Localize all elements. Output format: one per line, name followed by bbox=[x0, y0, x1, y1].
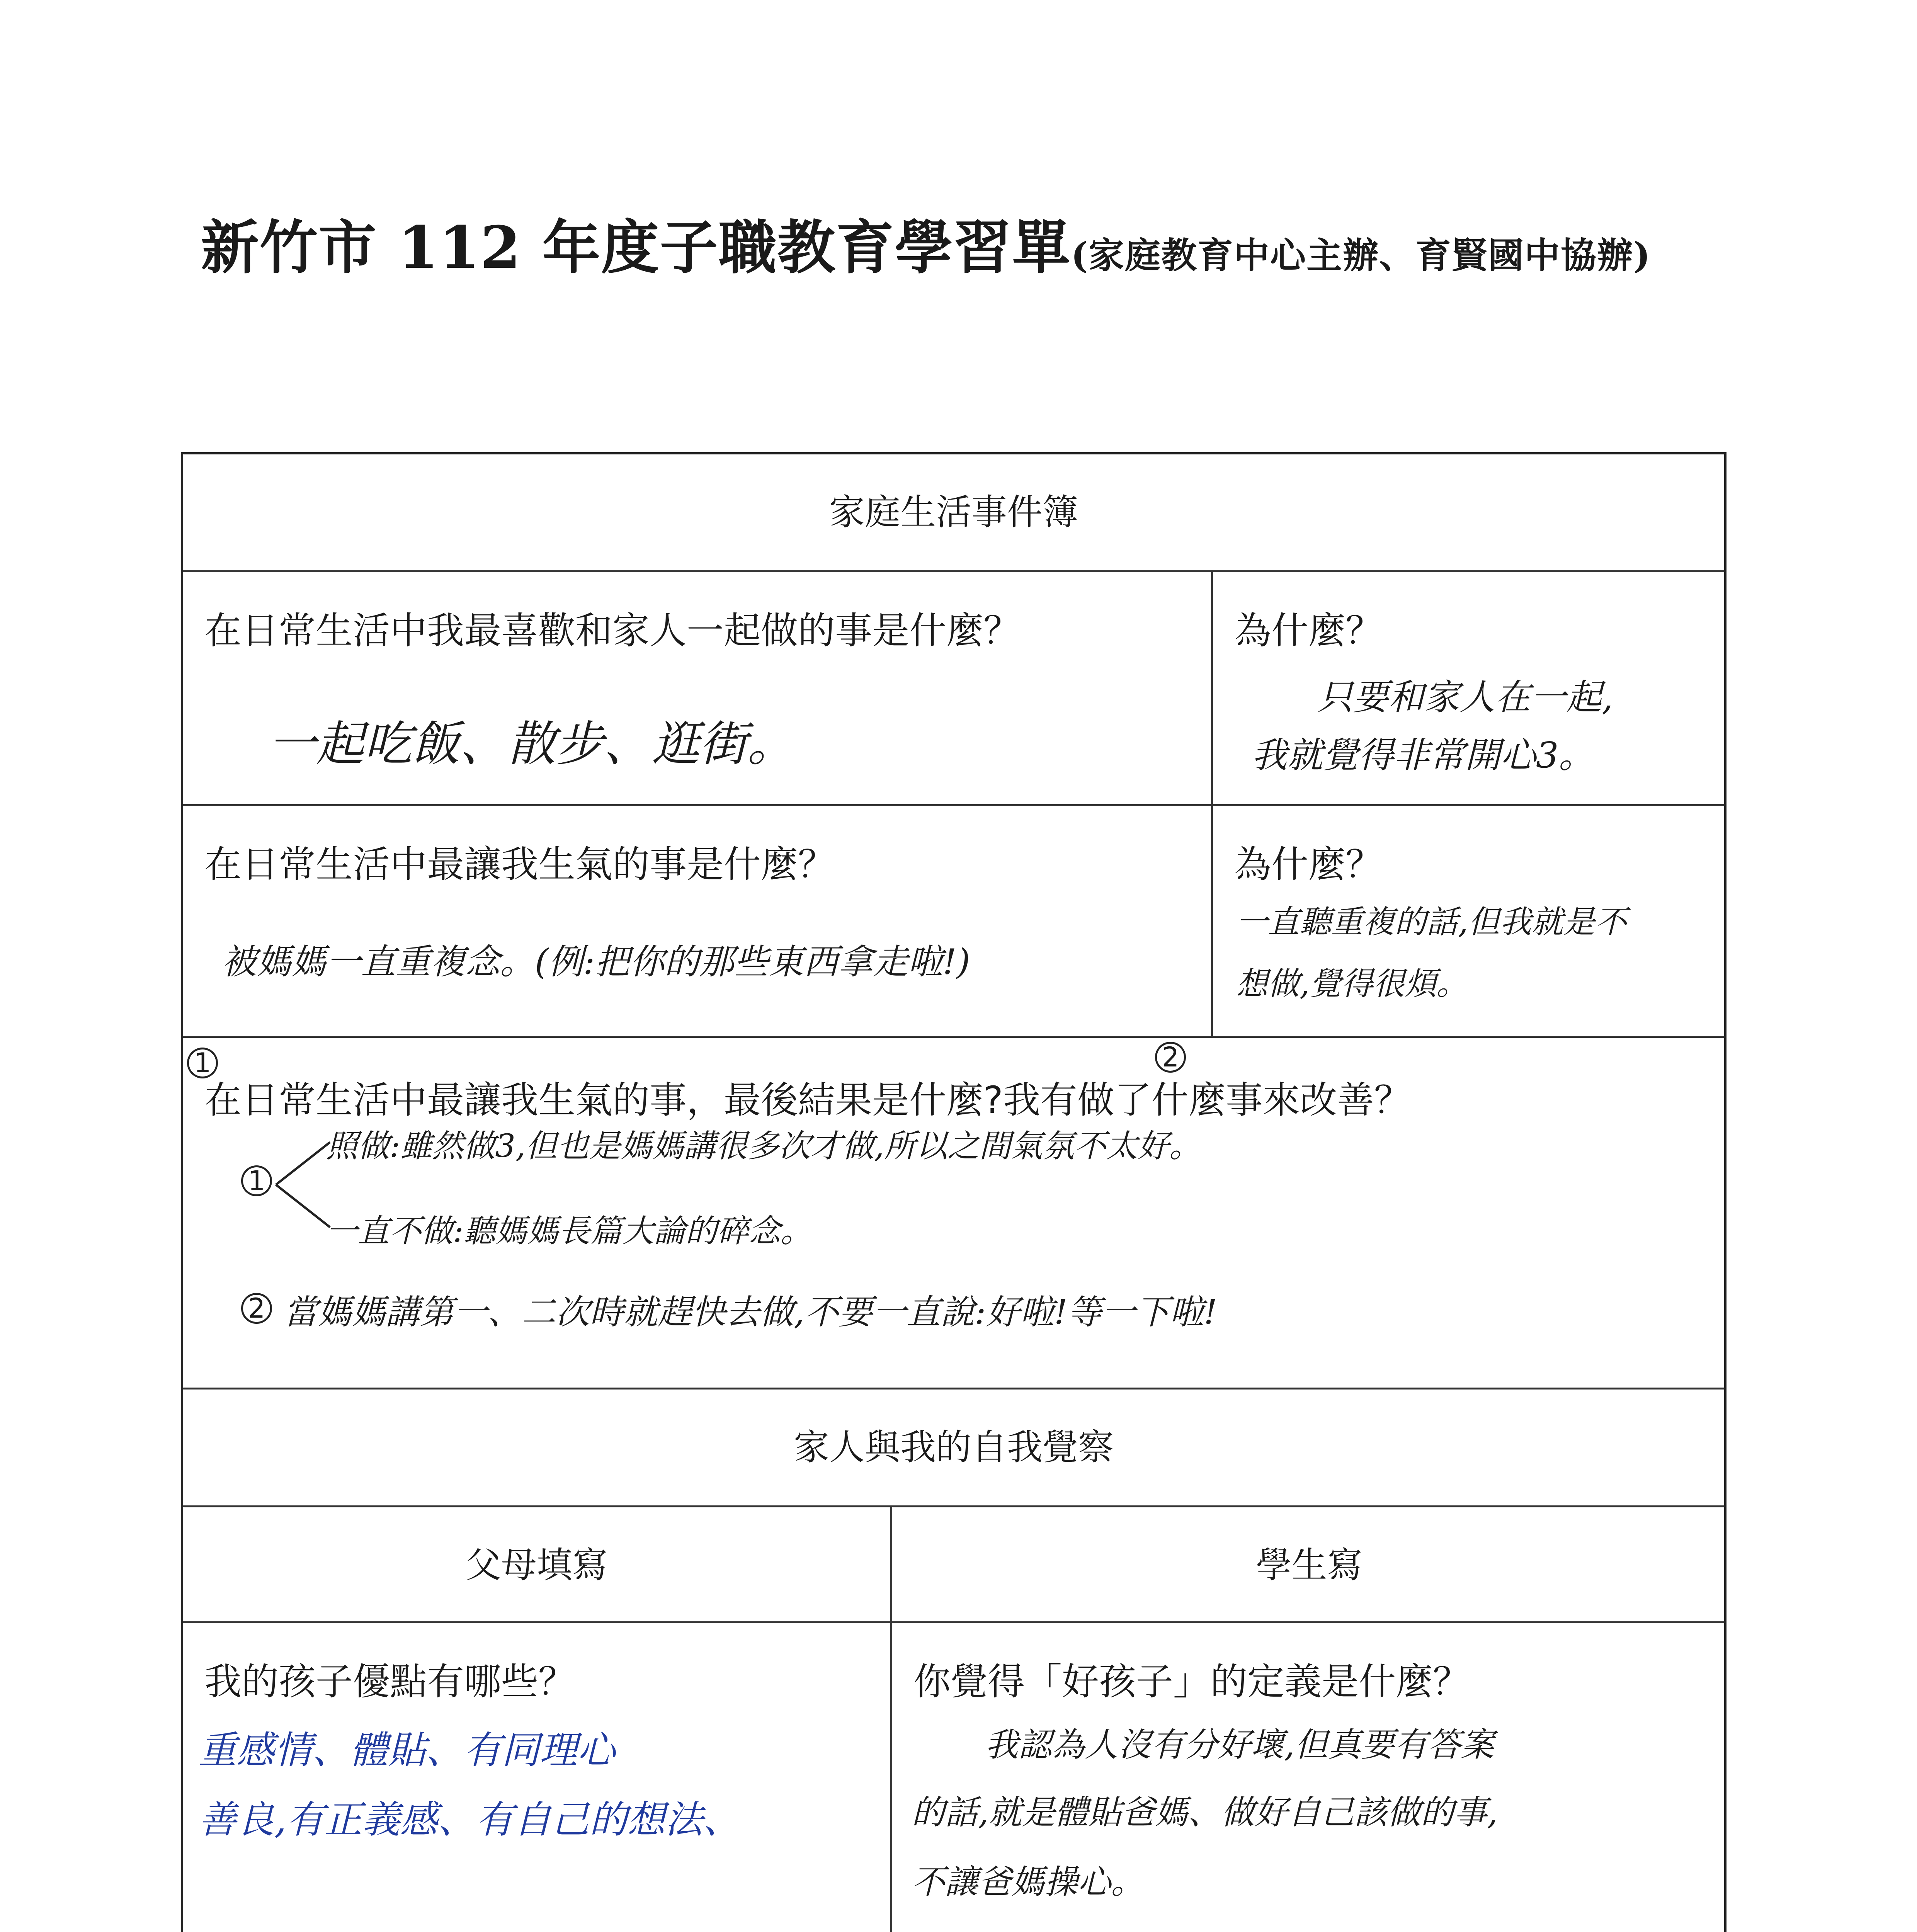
worksheet-table bbox=[181, 452, 1726, 1932]
parent-strengths-line2: 善良,有正義感、有自己的想法、 bbox=[199, 1798, 741, 1842]
student-column-header: 學生寫 bbox=[1256, 1544, 1363, 1586]
row2-answer: 被媽媽一直重複念。(例:把你的那些東西拿走啦!) bbox=[222, 942, 970, 982]
row1-question-cell bbox=[183, 572, 1213, 804]
section1-heading-row bbox=[183, 454, 1724, 572]
title-subtitle: (家庭教育中心主辦、育賢國中協辦) bbox=[1071, 235, 1651, 276]
row1-why-cell bbox=[1213, 572, 1726, 804]
parent-strengths-cell bbox=[183, 1623, 892, 1932]
row3-question: 在日常生活中最讓我生氣的事，最後結果是什麼?我有做了什麼事來改善？ bbox=[204, 1078, 1411, 1122]
section1-row2 bbox=[183, 806, 1724, 1038]
row2-why-label: 為什麼？ bbox=[1234, 843, 1383, 886]
row2-question-cell bbox=[183, 806, 1213, 1036]
row3-answer-mark: 2 bbox=[241, 1293, 272, 1324]
row1-why-answer-line1: 只要和家人在一起, bbox=[1317, 677, 1613, 718]
section2-heading: 家人與我的自我覺察 bbox=[793, 1427, 1114, 1468]
row3-branch-mark: 1 bbox=[241, 1165, 272, 1196]
row3-mark2: 2 bbox=[1155, 1042, 1186, 1073]
row2-why-cell bbox=[1213, 806, 1726, 1036]
good-child-cell bbox=[892, 1623, 1726, 1932]
section2-heading-row bbox=[183, 1389, 1724, 1507]
row1-why-label: 為什麼？ bbox=[1234, 609, 1383, 652]
section2-column-headers bbox=[183, 1507, 1724, 1623]
section1-heading: 家庭生活事件簿 bbox=[829, 492, 1078, 533]
row3-answer-line1: 照做:雖然做3,但也是媽媽講很多次才做,所以之間氣氛不太好。 bbox=[326, 1128, 1201, 1165]
row2-why-answer-line1: 一直聽重複的話,但我就是不 bbox=[1236, 904, 1627, 940]
section1-row1 bbox=[183, 572, 1724, 806]
page-title bbox=[201, 201, 1747, 284]
row3-mark1: 1 bbox=[187, 1048, 218, 1078]
good-child-answer-line3: 不讓爸媽操心。 bbox=[912, 1863, 1144, 1901]
parent-column-header: 父母填寫 bbox=[183, 1507, 892, 1621]
parent-strengths-line1: 重感情、體貼、有同理心 bbox=[199, 1728, 616, 1772]
row1-answer: 一起吃飯、散步、逛街。 bbox=[268, 716, 796, 772]
parent-strengths-question: 我的孩子優點有哪些？ bbox=[204, 1660, 575, 1703]
row1-question: 在日常生活中我最喜歡和家人一起做的事是什麼？ bbox=[204, 609, 1021, 652]
row2-question: 在日常生活中最讓我生氣的事是什麼？ bbox=[204, 843, 835, 886]
section1-row3 bbox=[183, 1038, 1724, 1389]
good-child-question: 你覺得「好孩子」的定義是什麼？ bbox=[913, 1660, 1470, 1703]
row3-answer-line2: 一直不做:聽媽媽長篇大論的碎念。 bbox=[326, 1213, 812, 1250]
good-child-answer-line2: 的話,就是體貼爸媽、做好自己該做的事, bbox=[912, 1793, 1498, 1832]
section2-row1 bbox=[183, 1623, 1724, 1932]
good-child-answer-line1: 我認為人沒有分好壞,但真要有答案 bbox=[985, 1726, 1494, 1764]
row1-why-answer-line2: 我就覺得非常開心3。 bbox=[1252, 735, 1594, 776]
title-main: 新竹市 112 年度子職教育學習單 bbox=[201, 214, 1071, 282]
row3-answer-line3: 當媽媽講第一、二次時就趕快去做,不要一直說:好啦!等一下啦! bbox=[284, 1292, 1218, 1332]
row2-why-answer-line2: 想做,覺得很煩。 bbox=[1236, 966, 1468, 1002]
